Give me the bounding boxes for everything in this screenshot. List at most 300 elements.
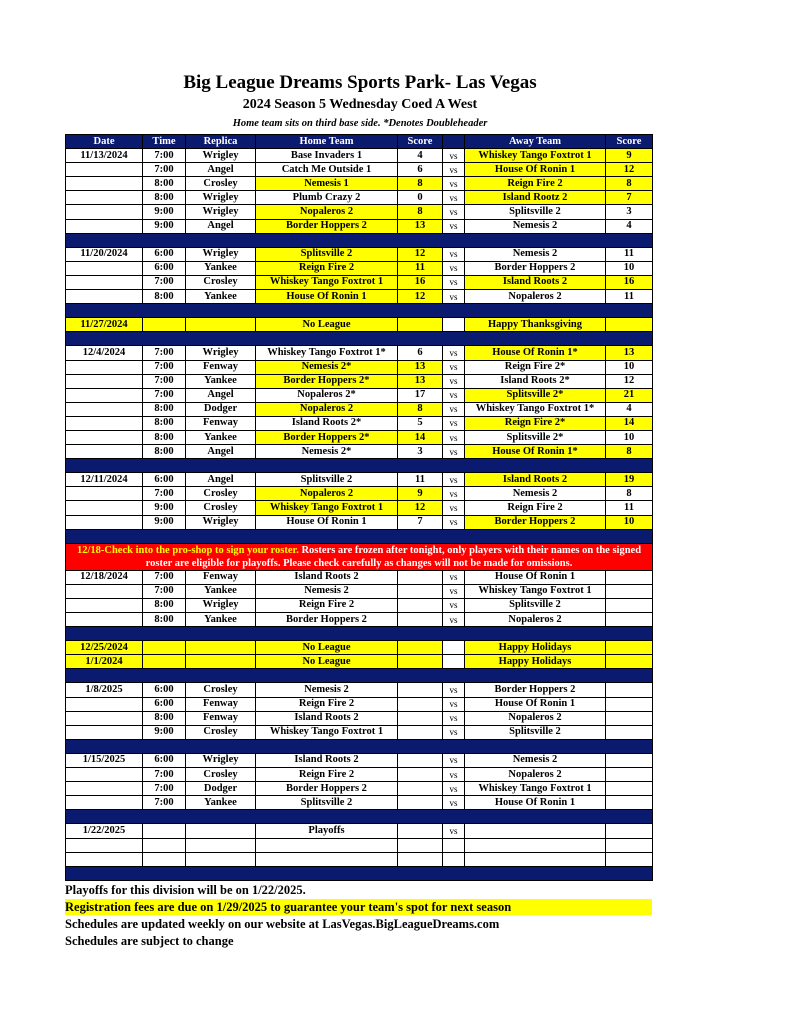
home-score-cell: 8: [398, 177, 443, 191]
vs-cell: [443, 655, 465, 669]
date-cell: [66, 416, 143, 430]
away-team-cell: Splitsville 2*: [465, 430, 606, 444]
schedule-body: [66, 149, 653, 881]
time-cell: 6:00: [143, 261, 186, 275]
time-cell: 7:00: [143, 360, 186, 374]
footer-change-note: Schedules are subject to change: [65, 934, 234, 948]
home-team-cell: House Of Ronin 1: [256, 515, 398, 529]
date-cell: [66, 487, 143, 501]
home-score-cell: [398, 655, 443, 669]
time-cell: 6:00: [143, 247, 186, 261]
replica-cell: Fenway: [186, 416, 256, 430]
date-cell: 1/15/2025: [66, 753, 143, 767]
table-row: [66, 219, 653, 233]
away-score-cell: [606, 711, 653, 725]
vs-cell: vs: [443, 416, 465, 430]
away-team-cell: Whiskey Tango Foxtrot 1: [465, 149, 606, 163]
away-team-cell: House Of Ronin 1*: [465, 346, 606, 360]
date-cell: [66, 360, 143, 374]
replica-cell: Crosley: [186, 683, 256, 697]
home-team-cell: Catch Me Outside 1: [256, 163, 398, 177]
replica-cell: Angel: [186, 473, 256, 487]
week-separator-row: [66, 810, 653, 824]
away-team-cell: Nopaleros 2: [465, 613, 606, 627]
week-separator-row: [66, 233, 653, 247]
replica-cell: Fenway: [186, 360, 256, 374]
date-cell: 12/4/2024: [66, 346, 143, 360]
away-team-cell: Nopaleros 2: [465, 768, 606, 782]
vs-cell: [443, 838, 465, 852]
date-cell: [66, 290, 143, 304]
replica-cell: Wrigley: [186, 753, 256, 767]
home-team-cell: Border Hoppers 2: [256, 782, 398, 796]
home-score-cell: [398, 613, 443, 627]
vs-cell: vs: [443, 598, 465, 612]
table-row: [66, 374, 653, 388]
roster-notice: [66, 543, 653, 570]
date-cell: 11/13/2024: [66, 149, 143, 163]
table-row: [66, 360, 653, 374]
home-team-cell: Splitsville 2: [256, 796, 398, 810]
vs-cell: vs: [443, 261, 465, 275]
vs-cell: vs: [443, 275, 465, 289]
date-cell: [66, 711, 143, 725]
away-score-cell: 10: [606, 261, 653, 275]
home-score-cell: [398, 584, 443, 598]
table-row: [66, 711, 653, 725]
time-cell: 7:00: [143, 163, 186, 177]
away-score-cell: 12: [606, 163, 653, 177]
replica-cell: Dodger: [186, 782, 256, 796]
home-score-cell: 8: [398, 402, 443, 416]
home-team-cell: Whiskey Tango Foxtrot 1*: [256, 346, 398, 360]
away-team-cell: Island Roots 2: [465, 473, 606, 487]
vs-cell: [443, 641, 465, 655]
away-team-cell: [465, 852, 606, 866]
vs-cell: vs: [443, 346, 465, 360]
away-score-cell: 11: [606, 247, 653, 261]
time-cell: [143, 318, 186, 332]
replica-cell: [186, 655, 256, 669]
table-row: [66, 824, 653, 838]
home-score-cell: 4: [398, 149, 443, 163]
home-score-cell: [398, 782, 443, 796]
replica-cell: [186, 318, 256, 332]
home-score-cell: [398, 711, 443, 725]
replica-cell: Crosley: [186, 768, 256, 782]
away-team-cell: House Of Ronin 1: [465, 570, 606, 584]
replica-cell: Angel: [186, 445, 256, 459]
date-cell: [66, 515, 143, 529]
replica-cell: Fenway: [186, 711, 256, 725]
replica-cell: Wrigley: [186, 247, 256, 261]
time-cell: 7:00: [143, 584, 186, 598]
table-row: [66, 570, 653, 584]
away-score-cell: [606, 768, 653, 782]
home-team-cell: Nemesis 1: [256, 177, 398, 191]
vs-cell: vs: [443, 824, 465, 838]
date-cell: [66, 598, 143, 612]
time-cell: 8:00: [143, 711, 186, 725]
away-team-cell: Splitsville 2: [465, 205, 606, 219]
time-cell: 7:00: [143, 346, 186, 360]
footer-playoffs-note: Playoffs for this division will be on 1/22/2025.: [65, 883, 306, 897]
time-cell: 7:00: [143, 796, 186, 810]
replica-cell: Crosley: [186, 275, 256, 289]
week-separator-row: [66, 866, 653, 880]
date-cell: 1/22/2025: [66, 824, 143, 838]
away-score-cell: 11: [606, 501, 653, 515]
separator-cell: [66, 529, 653, 543]
home-team-cell: Island Roots 2: [256, 570, 398, 584]
vs-cell: vs: [443, 570, 465, 584]
vs-cell: vs: [443, 430, 465, 444]
table-row: [66, 205, 653, 219]
home-team-cell: Plumb Crazy 2: [256, 191, 398, 205]
separator-cell: [66, 627, 653, 641]
date-cell: 12/11/2024: [66, 473, 143, 487]
home-team-cell: Splitsville 2: [256, 473, 398, 487]
away-team-cell: Nemesis 2: [465, 219, 606, 233]
time-cell: 8:00: [143, 402, 186, 416]
time-cell: 8:00: [143, 430, 186, 444]
home-team-cell: Whiskey Tango Foxtrot 1: [256, 275, 398, 289]
time-cell: 7:00: [143, 487, 186, 501]
date-cell: [66, 205, 143, 219]
time-cell: 9:00: [143, 515, 186, 529]
home-team-cell: No League: [256, 641, 398, 655]
date-cell: [66, 261, 143, 275]
away-team-cell: Nemesis 2: [465, 247, 606, 261]
time-cell: 6:00: [143, 753, 186, 767]
home-score-cell: [398, 318, 443, 332]
vs-cell: vs: [443, 683, 465, 697]
time-cell: 7:00: [143, 768, 186, 782]
replica-cell: Yankee: [186, 430, 256, 444]
home-team-cell: Nemesis 2: [256, 683, 398, 697]
away-score-cell: [606, 753, 653, 767]
away-team-cell: House Of Ronin 1: [465, 697, 606, 711]
vs-cell: vs: [443, 768, 465, 782]
home-team-cell: Nopaleros 2*: [256, 388, 398, 402]
away-score-cell: [606, 598, 653, 612]
vs-cell: vs: [443, 584, 465, 598]
date-cell: [66, 219, 143, 233]
table-row: [66, 852, 653, 866]
col-header-home-team: Home Team: [256, 135, 398, 149]
table-row: [66, 782, 653, 796]
away-team-cell: Happy Holidays: [465, 641, 606, 655]
home-score-cell: [398, 683, 443, 697]
time-cell: 7:00: [143, 374, 186, 388]
replica-cell: Crosley: [186, 725, 256, 739]
away-team-cell: Reign Fire 2*: [465, 416, 606, 430]
date-cell: [66, 177, 143, 191]
away-team-cell: Splitsville 2*: [465, 388, 606, 402]
replica-cell: Angel: [186, 163, 256, 177]
replica-cell: Yankee: [186, 261, 256, 275]
away-score-cell: 19: [606, 473, 653, 487]
date-cell: [66, 402, 143, 416]
week-separator-row: [66, 332, 653, 346]
replica-cell: Crosley: [186, 487, 256, 501]
table-row: [66, 149, 653, 163]
home-team-cell: Border Hoppers 2: [256, 219, 398, 233]
time-cell: 8:00: [143, 598, 186, 612]
away-score-cell: 12: [606, 374, 653, 388]
home-team-cell: Border Hoppers 2*: [256, 374, 398, 388]
col-header-away-score: Score: [606, 135, 653, 149]
time-cell: 8:00: [143, 613, 186, 627]
time-cell: 8:00: [143, 290, 186, 304]
col-header-home-score: Score: [398, 135, 443, 149]
date-cell: [66, 768, 143, 782]
date-cell: 1/1/2024: [66, 655, 143, 669]
date-cell: [66, 191, 143, 205]
replica-cell: Fenway: [186, 570, 256, 584]
home-score-cell: 12: [398, 290, 443, 304]
separator-cell: [66, 669, 653, 683]
away-score-cell: [606, 641, 653, 655]
away-team-cell: Nemesis 2: [465, 753, 606, 767]
vs-cell: vs: [443, 374, 465, 388]
away-team-cell: Nopaleros 2: [465, 711, 606, 725]
table-row: [66, 697, 653, 711]
vs-cell: vs: [443, 163, 465, 177]
separator-cell: [66, 459, 653, 473]
away-score-cell: [606, 782, 653, 796]
away-team-cell: Border Hoppers 2: [465, 683, 606, 697]
table-row: [66, 275, 653, 289]
vs-cell: vs: [443, 515, 465, 529]
vs-cell: [443, 852, 465, 866]
roster-notice-text: Rosters are frozen after tonight, only players with their names on the signed roster are eligible for playoffs. Please check carefully as changes will not be made for omissions.: [145, 544, 642, 569]
table-row: [66, 584, 653, 598]
away-team-cell: [465, 838, 606, 852]
vs-cell: vs: [443, 247, 465, 261]
time-cell: 9:00: [143, 725, 186, 739]
schedule-note: Home team sits on third base side. *Denotes Doubleheader: [232, 118, 488, 129]
time-cell: [143, 824, 186, 838]
away-score-cell: [606, 318, 653, 332]
vs-cell: vs: [443, 697, 465, 711]
vs-cell: vs: [443, 796, 465, 810]
vs-cell: vs: [443, 191, 465, 205]
home-team-cell: Border Hoppers 2: [256, 613, 398, 627]
separator-cell: [66, 739, 653, 753]
away-score-cell: 11: [606, 290, 653, 304]
home-team-cell: Nemesis 2*: [256, 360, 398, 374]
time-cell: 7:00: [143, 570, 186, 584]
home-team-cell: Island Roots 2: [256, 753, 398, 767]
week-separator-row: [66, 739, 653, 753]
away-score-cell: [606, 697, 653, 711]
vs-cell: vs: [443, 445, 465, 459]
replica-cell: Wrigley: [186, 598, 256, 612]
time-cell: 8:00: [143, 416, 186, 430]
table-row: [66, 163, 653, 177]
replica-cell: Yankee: [186, 584, 256, 598]
away-score-cell: 4: [606, 402, 653, 416]
replica-cell: Angel: [186, 388, 256, 402]
date-cell: 11/27/2024: [66, 318, 143, 332]
time-cell: 6:00: [143, 697, 186, 711]
replica-cell: [186, 852, 256, 866]
away-team-cell: Happy Holidays: [465, 655, 606, 669]
home-score-cell: 14: [398, 430, 443, 444]
time-cell: 7:00: [143, 275, 186, 289]
away-score-cell: 7: [606, 191, 653, 205]
table-row: [66, 598, 653, 612]
date-cell: [66, 501, 143, 515]
away-team-cell: House Of Ronin 1: [465, 796, 606, 810]
away-team-cell: Border Hoppers 2: [465, 261, 606, 275]
home-team-cell: Nopaleros 2: [256, 402, 398, 416]
table-row: [66, 388, 653, 402]
roster-notice-lead: 12/18-Check into the pro-shop to sign your roster.: [76, 544, 299, 556]
home-score-cell: 17: [398, 388, 443, 402]
away-team-cell: Splitsville 2: [465, 725, 606, 739]
schedule-table: [65, 134, 653, 881]
table-row: [66, 247, 653, 261]
away-score-cell: [606, 584, 653, 598]
home-team-cell: Border Hoppers 2*: [256, 430, 398, 444]
home-team-cell: Reign Fire 2: [256, 598, 398, 612]
home-score-cell: [398, 852, 443, 866]
away-team-cell: Whiskey Tango Foxtrot 1*: [465, 402, 606, 416]
away-score-cell: [606, 824, 653, 838]
replica-cell: [186, 641, 256, 655]
time-cell: [143, 641, 186, 655]
col-header-time: Time: [143, 135, 186, 149]
home-team-cell: [256, 838, 398, 852]
replica-cell: Angel: [186, 219, 256, 233]
vs-cell: vs: [443, 613, 465, 627]
home-score-cell: 6: [398, 346, 443, 360]
date-cell: [66, 584, 143, 598]
table-row: [66, 725, 653, 739]
replica-cell: Wrigley: [186, 205, 256, 219]
home-score-cell: 12: [398, 501, 443, 515]
away-team-cell: Happy Thanksgiving: [465, 318, 606, 332]
home-score-cell: [398, 641, 443, 655]
home-score-cell: [398, 824, 443, 838]
home-score-cell: [398, 570, 443, 584]
roster-notice-row: [66, 543, 653, 570]
home-score-cell: [398, 768, 443, 782]
home-score-cell: 12: [398, 247, 443, 261]
col-header-vs: [443, 135, 465, 149]
away-score-cell: 10: [606, 360, 653, 374]
home-score-cell: [398, 598, 443, 612]
separator-cell: [66, 233, 653, 247]
away-score-cell: 4: [606, 219, 653, 233]
replica-cell: [186, 838, 256, 852]
away-score-cell: 9: [606, 149, 653, 163]
away-team-cell: Island Rootz 2: [465, 191, 606, 205]
home-team-cell: [256, 852, 398, 866]
footer-registration-note: Registration fees are due on 1/29/2025 to guarantee your team's spot for next season: [65, 899, 652, 915]
home-team-cell: Nemesis 2: [256, 584, 398, 598]
away-team-cell: Island Roots 2*: [465, 374, 606, 388]
vs-cell: vs: [443, 782, 465, 796]
date-cell: [66, 697, 143, 711]
separator-cell: [66, 810, 653, 824]
time-cell: 9:00: [143, 205, 186, 219]
vs-cell: vs: [443, 177, 465, 191]
vs-cell: vs: [443, 487, 465, 501]
table-row: [66, 191, 653, 205]
time-cell: 9:00: [143, 219, 186, 233]
home-team-cell: Base Invaders 1: [256, 149, 398, 163]
table-row: [66, 261, 653, 275]
home-team-cell: No League: [256, 655, 398, 669]
home-team-cell: Reign Fire 2: [256, 697, 398, 711]
date-cell: [66, 796, 143, 810]
home-team-cell: Whiskey Tango Foxtrot 1: [256, 725, 398, 739]
home-team-cell: Nopaleros 2: [256, 487, 398, 501]
vs-cell: vs: [443, 388, 465, 402]
date-cell: 12/18/2024: [66, 570, 143, 584]
table-row: [66, 177, 653, 191]
table-row: [66, 753, 653, 767]
date-cell: [66, 163, 143, 177]
vs-cell: vs: [443, 149, 465, 163]
replica-cell: Wrigley: [186, 515, 256, 529]
away-score-cell: [606, 838, 653, 852]
date-cell: [66, 838, 143, 852]
vs-cell: vs: [443, 725, 465, 739]
table-row: [66, 515, 653, 529]
date-cell: 11/20/2024: [66, 247, 143, 261]
footer-website-note: Schedules are updated weekly on our website at LasVegas.BigLeagueDreams.com: [65, 917, 500, 931]
col-header-away-team: Away Team: [465, 135, 606, 149]
away-score-cell: 13: [606, 346, 653, 360]
table-row: [66, 768, 653, 782]
page-title: Big League Dreams Sports Park- Las Vegas: [183, 72, 537, 93]
vs-cell: vs: [443, 711, 465, 725]
date-cell: [66, 725, 143, 739]
home-score-cell: 11: [398, 473, 443, 487]
home-team-cell: Playoffs: [256, 824, 398, 838]
replica-cell: Yankee: [186, 613, 256, 627]
away-score-cell: 8: [606, 487, 653, 501]
away-score-cell: [606, 613, 653, 627]
home-score-cell: 13: [398, 374, 443, 388]
table-row: [66, 487, 653, 501]
table-row: [66, 318, 653, 332]
time-cell: 7:00: [143, 782, 186, 796]
away-score-cell: 14: [606, 416, 653, 430]
table-row: [66, 683, 653, 697]
replica-cell: Fenway: [186, 697, 256, 711]
table-row: [66, 346, 653, 360]
week-separator-row: [66, 529, 653, 543]
away-score-cell: [606, 852, 653, 866]
away-score-cell: 8: [606, 445, 653, 459]
away-score-cell: [606, 570, 653, 584]
separator-cell: [66, 332, 653, 346]
separator-cell: [66, 304, 653, 318]
time-cell: 6:00: [143, 473, 186, 487]
away-team-cell: Reign Fire 2: [465, 177, 606, 191]
home-score-cell: 16: [398, 275, 443, 289]
date-cell: [66, 445, 143, 459]
away-team-cell: Whiskey Tango Foxtrot 1: [465, 584, 606, 598]
date-cell: [66, 613, 143, 627]
home-team-cell: Nopaleros 2: [256, 205, 398, 219]
home-team-cell: House Of Ronin 1: [256, 290, 398, 304]
